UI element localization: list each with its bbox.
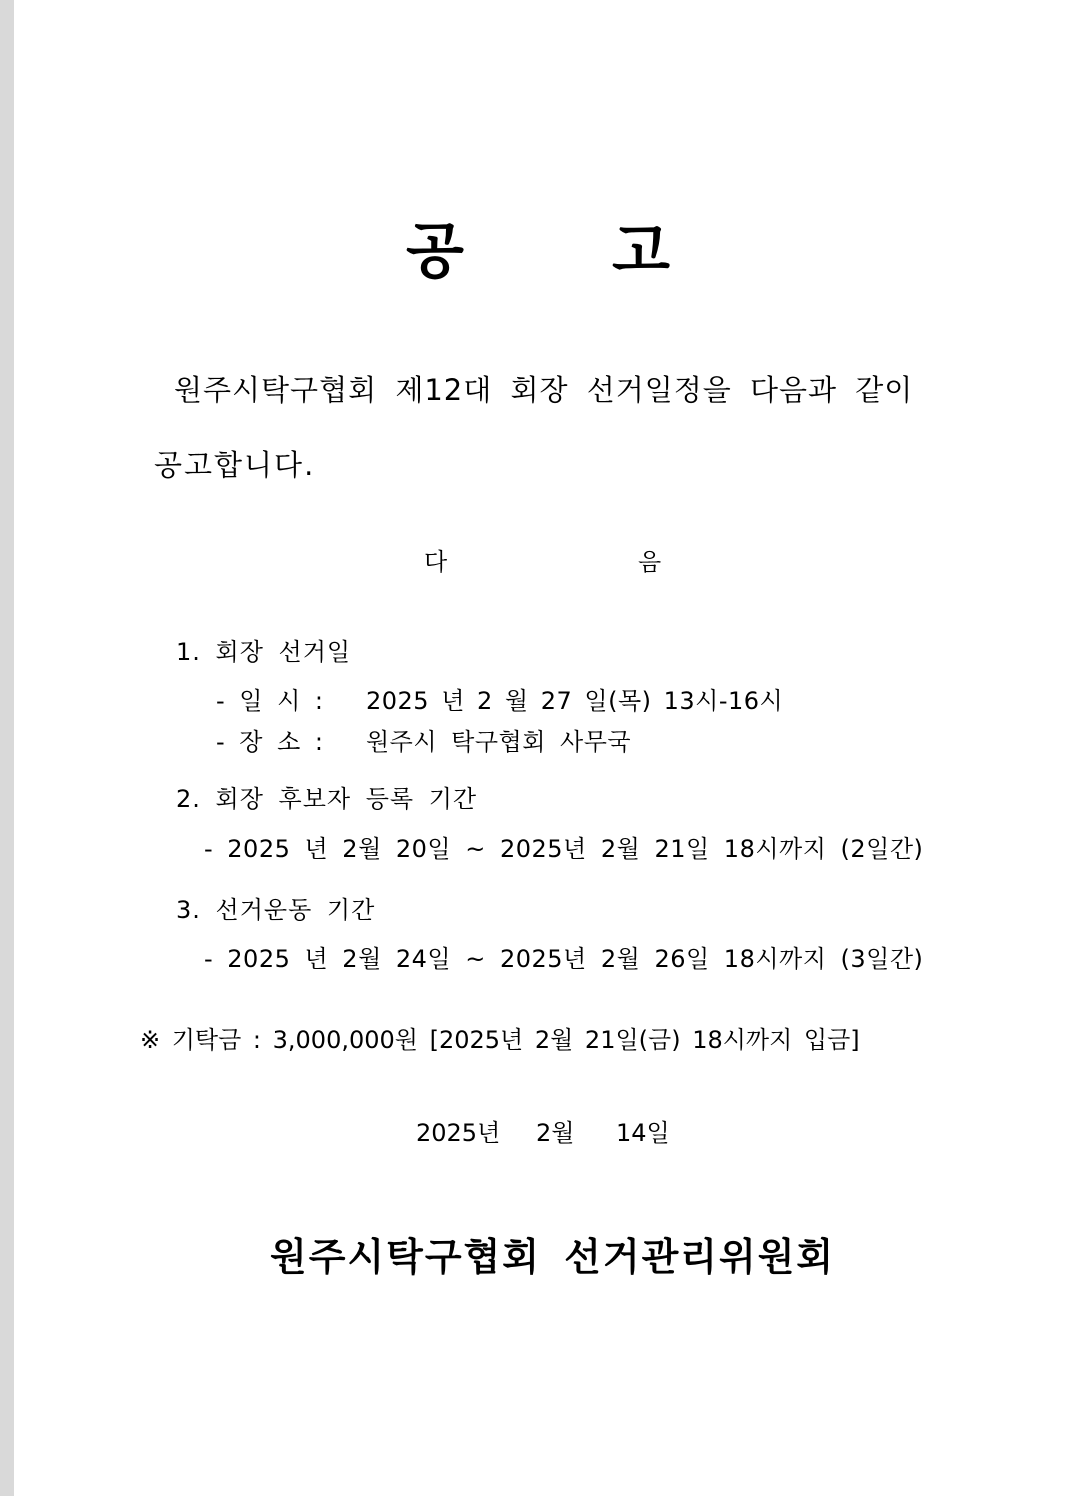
heading-char-2: 음 xyxy=(638,548,662,576)
organization-name: 원주시탁구협회 선거관리위원회 xyxy=(270,1235,836,1279)
title-char-2: 고 xyxy=(612,217,670,287)
section-1-item-2-label: - 장 소 : xyxy=(216,728,324,756)
section-3-item-1: - 2025 년 2월 24일 ~ 2025년 2월 26일 18시까지 (3일간) xyxy=(204,945,924,973)
section-3-title: 3. 선거운동 기간 xyxy=(176,896,376,924)
date-day: 14일 xyxy=(616,1119,670,1147)
date-month: 2월 xyxy=(536,1119,575,1147)
section-1-item-2-value: 원주시 탁구협회 사무국 xyxy=(366,728,632,756)
page-left-margin xyxy=(0,0,14,1496)
intro-line-2: 공고합니다. xyxy=(154,448,316,482)
section-2-title: 2. 회장 후보자 등록 기간 xyxy=(176,785,478,813)
title-char-1: 공 xyxy=(406,217,464,287)
section-1-item-1-label: - 일 시 : xyxy=(216,687,324,715)
date-year: 2025년 xyxy=(416,1119,501,1147)
deposit-note: ※ 기탁금 : 3,000,000원 [2025년 2월 21일(금) 18시까지 입금] xyxy=(140,1026,860,1054)
heading-char-1: 다 xyxy=(424,548,448,576)
intro-line-1: 원주시탁구협회 제12대 회장 선거일정을 다음과 같이 xyxy=(174,373,914,407)
section-2-item-1: - 2025 년 2월 20일 ~ 2025년 2월 21일 18시까지 (2일간) xyxy=(204,835,924,863)
section-1-title: 1. 회장 선거일 xyxy=(176,638,352,666)
section-1-item-1-value: 2025 년 2 월 27 일(목) 13시-16시 xyxy=(366,687,784,715)
